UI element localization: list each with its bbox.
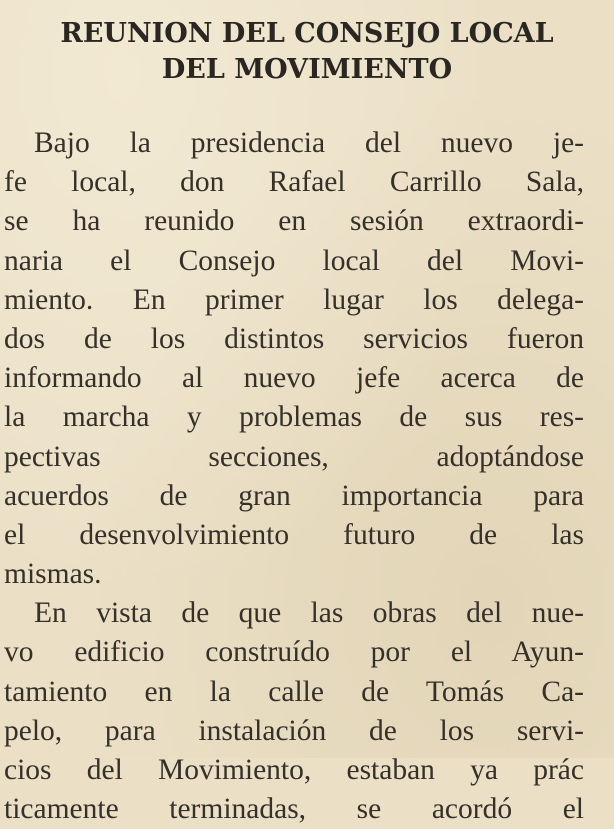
text-line: fe local, don Rafael Carrillo Sala, xyxy=(4,166,584,199)
text-line: cios del Movimiento, estaban ya prác xyxy=(4,754,584,786)
text-line: vo edificio construído por el Ayun- xyxy=(4,636,584,669)
text-line: dos de los distintos servicios fueron xyxy=(4,322,584,355)
headline-line-1: REUNION DEL CONSEJO LOCAL xyxy=(60,18,554,49)
text-line: la marcha y problemas de sus res- xyxy=(4,401,584,434)
text-line: pelo, para instalación de los servi- xyxy=(4,714,584,747)
text-line: miento. En primer lugar los delega- xyxy=(4,283,584,316)
text-line: mismas. xyxy=(4,558,102,591)
article-body xyxy=(4,124,584,829)
paragraph-1 xyxy=(4,124,584,594)
text-line: Bajo la presidencia del nuevo je- xyxy=(34,127,584,159)
text-line: se ha reunido en sesión extraordi- xyxy=(4,205,584,238)
text-line: naria el Consejo local del Movi- xyxy=(4,244,584,277)
article-headline xyxy=(0,16,614,88)
paragraph-2 xyxy=(4,594,584,829)
text-line: tamiento en la calle de Tomás Ca- xyxy=(4,675,584,708)
text-line: pectivas secciones, adoptándose xyxy=(4,440,584,473)
text-line: informando al nuevo jefe acerca de xyxy=(4,362,584,395)
text-line: el desenvolvimiento futuro de las xyxy=(4,518,584,551)
text-line: acuerdos de gran importancia para xyxy=(4,479,584,512)
text-line: ticamente terminadas, se acordó el xyxy=(4,793,584,826)
headline-line-2: DEL MOVIMIENTO xyxy=(161,54,453,85)
text-line: En vista de que las obras del nue- xyxy=(34,597,584,630)
